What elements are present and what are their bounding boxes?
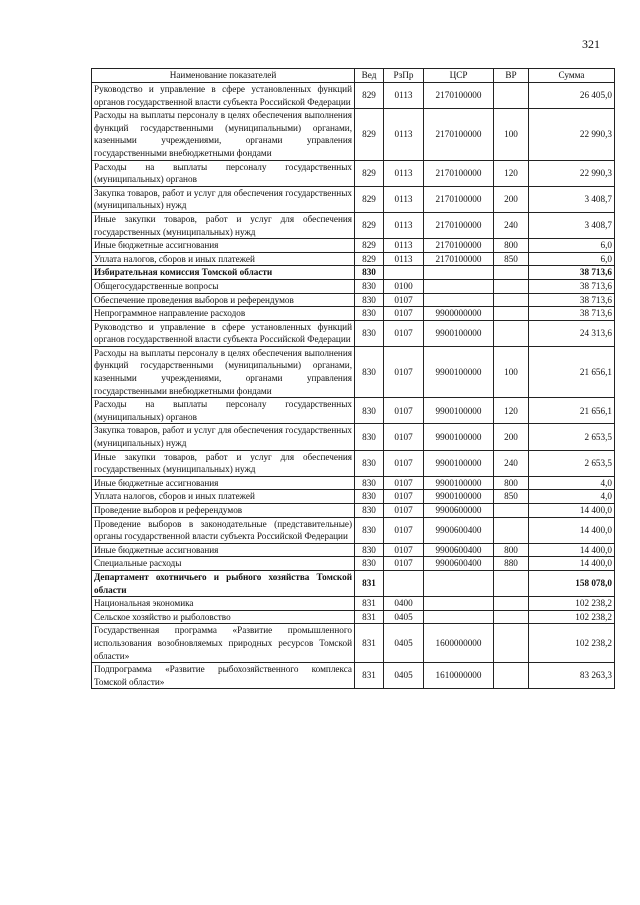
cell-rzpr: 0107 bbox=[384, 476, 424, 490]
cell-vr: 200 bbox=[494, 424, 529, 450]
cell-name: Закупка товаров, работ и услуг для обеспечения государственных (муниципальных) нужд bbox=[92, 186, 355, 212]
table-row bbox=[92, 307, 615, 321]
cell-sum: 2 653,5 bbox=[529, 424, 615, 450]
table-row bbox=[92, 450, 615, 476]
cell-name: Закупка товаров, работ и услуг для обеспечения государственных (муниципальных) нужд bbox=[92, 424, 355, 450]
table-header-row bbox=[92, 69, 615, 83]
cell-name: Общегосударственные вопросы bbox=[92, 279, 355, 293]
cell-ved: 831 bbox=[355, 597, 384, 611]
table-row bbox=[92, 293, 615, 307]
cell-name: Руководство и управление в сфере установленных функций органов государственной власти субъекта Российской Федерации bbox=[92, 320, 355, 346]
cell-csr bbox=[424, 266, 494, 280]
cell-sum: 38 713,6 bbox=[529, 307, 615, 321]
cell-rzpr bbox=[384, 266, 424, 280]
cell-csr: 9900100000 bbox=[424, 490, 494, 504]
cell-name: Национальная экономика bbox=[92, 597, 355, 611]
cell-sum: 14 400,0 bbox=[529, 504, 615, 518]
column-header-rzpr: РзПр bbox=[384, 69, 424, 83]
cell-ved: 831 bbox=[355, 624, 384, 663]
cell-name: Специальные расходы bbox=[92, 557, 355, 571]
cell-ved: 829 bbox=[355, 83, 384, 109]
cell-name: Избирательная комиссия Томской области bbox=[92, 266, 355, 280]
cell-rzpr: 0107 bbox=[384, 398, 424, 424]
cell-rzpr: 0113 bbox=[384, 83, 424, 109]
cell-csr: 2170100000 bbox=[424, 109, 494, 160]
cell-name: Обеспечение проведения выборов и референдумов bbox=[92, 293, 355, 307]
cell-csr: 9900100000 bbox=[424, 450, 494, 476]
cell-vr: 200 bbox=[494, 186, 529, 212]
cell-csr: 1610000000 bbox=[424, 663, 494, 689]
cell-ved: 830 bbox=[355, 557, 384, 571]
cell-name: Иные закупки товаров, работ и услуг для обеспечения государственных (муниципальных) нужд bbox=[92, 212, 355, 238]
cell-ved: 830 bbox=[355, 424, 384, 450]
budget-table bbox=[91, 68, 615, 689]
cell-vr bbox=[494, 624, 529, 663]
cell-csr bbox=[424, 597, 494, 611]
table-body bbox=[92, 83, 615, 689]
cell-sum: 22 990,3 bbox=[529, 109, 615, 160]
cell-rzpr: 0113 bbox=[384, 252, 424, 266]
cell-name: Подпрограмма «Развитие рыбохозяйственного комплекса Томской области» bbox=[92, 663, 355, 689]
cell-ved: 830 bbox=[355, 320, 384, 346]
cell-name: Государственная программа «Развитие промышленного использования возобновляемых природных ресурсов Томской области» bbox=[92, 624, 355, 663]
cell-name: Руководство и управление в сфере установленных функций органов государственной власти субъекта Российской Федерации bbox=[92, 83, 355, 109]
cell-rzpr bbox=[384, 570, 424, 596]
cell-name: Иные бюджетные ассигнования bbox=[92, 239, 355, 253]
cell-sum: 21 656,1 bbox=[529, 398, 615, 424]
cell-sum: 24 313,6 bbox=[529, 320, 615, 346]
cell-vr bbox=[494, 663, 529, 689]
cell-vr: 240 bbox=[494, 450, 529, 476]
table-row bbox=[92, 212, 615, 238]
cell-rzpr: 0107 bbox=[384, 293, 424, 307]
table-row bbox=[92, 424, 615, 450]
cell-csr bbox=[424, 570, 494, 596]
cell-ved: 830 bbox=[355, 490, 384, 504]
cell-sum: 38 713,6 bbox=[529, 293, 615, 307]
cell-csr: 2170100000 bbox=[424, 83, 494, 109]
cell-csr: 9900600400 bbox=[424, 517, 494, 543]
column-header-vr: ВР bbox=[494, 69, 529, 83]
cell-ved: 829 bbox=[355, 160, 384, 186]
table-row bbox=[92, 239, 615, 253]
cell-sum: 3 408,7 bbox=[529, 212, 615, 238]
cell-vr bbox=[494, 293, 529, 307]
cell-rzpr: 0107 bbox=[384, 450, 424, 476]
cell-csr: 9900100000 bbox=[424, 398, 494, 424]
cell-name: Уплата налогов, сборов и иных платежей bbox=[92, 490, 355, 504]
cell-sum: 4,0 bbox=[529, 476, 615, 490]
cell-sum: 26 405,0 bbox=[529, 83, 615, 109]
table-row bbox=[92, 517, 615, 543]
cell-name: Расходы на выплаты персоналу в целях обеспечения выполнения функций государственными (муниципальными) органами, казенными учреждениями, органами управления государственными внебюджетными фондами bbox=[92, 346, 355, 397]
cell-vr: 800 bbox=[494, 543, 529, 557]
table-row bbox=[92, 624, 615, 663]
cell-sum: 21 656,1 bbox=[529, 346, 615, 397]
cell-rzpr: 0107 bbox=[384, 557, 424, 571]
table-row bbox=[92, 570, 615, 596]
cell-ved: 830 bbox=[355, 476, 384, 490]
column-header-csr: ЦСР bbox=[424, 69, 494, 83]
cell-csr: 9900100000 bbox=[424, 424, 494, 450]
table-row bbox=[92, 109, 615, 160]
cell-sum: 158 078,0 bbox=[529, 570, 615, 596]
cell-vr: 850 bbox=[494, 252, 529, 266]
cell-rzpr: 0107 bbox=[384, 517, 424, 543]
cell-rzpr: 0405 bbox=[384, 663, 424, 689]
cell-ved: 829 bbox=[355, 109, 384, 160]
cell-ved: 830 bbox=[355, 346, 384, 397]
cell-csr: 2170100000 bbox=[424, 239, 494, 253]
cell-rzpr: 0113 bbox=[384, 109, 424, 160]
table-row bbox=[92, 663, 615, 689]
table-row bbox=[92, 346, 615, 397]
cell-vr: 880 bbox=[494, 557, 529, 571]
cell-rzpr: 0113 bbox=[384, 186, 424, 212]
cell-ved: 829 bbox=[355, 212, 384, 238]
cell-vr: 850 bbox=[494, 490, 529, 504]
cell-rzpr: 0405 bbox=[384, 624, 424, 663]
cell-csr: 2170100000 bbox=[424, 186, 494, 212]
cell-sum: 102 238,2 bbox=[529, 597, 615, 611]
cell-rzpr: 0107 bbox=[384, 307, 424, 321]
table-row bbox=[92, 597, 615, 611]
cell-sum: 22 990,3 bbox=[529, 160, 615, 186]
cell-name: Иные закупки товаров, работ и услуг для обеспечения государственных (муниципальных) нужд bbox=[92, 450, 355, 476]
cell-name: Расходы на выплаты персоналу государственных (муниципальных) органов bbox=[92, 160, 355, 186]
cell-rzpr: 0100 bbox=[384, 279, 424, 293]
cell-rzpr: 0405 bbox=[384, 610, 424, 624]
cell-vr bbox=[494, 517, 529, 543]
cell-vr bbox=[494, 279, 529, 293]
cell-csr: 9900100000 bbox=[424, 320, 494, 346]
cell-vr bbox=[494, 504, 529, 518]
cell-csr: 2170100000 bbox=[424, 212, 494, 238]
cell-name: Расходы на выплаты персоналу в целях обеспечения выполнения функций государственными (муниципальными) органами, казенными учреждениями, органами управления государственными внебюджетными фондами bbox=[92, 109, 355, 160]
cell-rzpr: 0113 bbox=[384, 212, 424, 238]
cell-rzpr: 0113 bbox=[384, 239, 424, 253]
table-row bbox=[92, 557, 615, 571]
cell-name: Уплата налогов, сборов и иных платежей bbox=[92, 252, 355, 266]
cell-name: Департамент охотничьего и рыбного хозяйства Томской области bbox=[92, 570, 355, 596]
cell-ved: 829 bbox=[355, 186, 384, 212]
cell-name: Сельское хозяйство и рыболовство bbox=[92, 610, 355, 624]
cell-csr: 9900600000 bbox=[424, 504, 494, 518]
column-header-ved: Вед bbox=[355, 69, 384, 83]
cell-ved: 829 bbox=[355, 239, 384, 253]
cell-rzpr: 0107 bbox=[384, 504, 424, 518]
cell-vr bbox=[494, 266, 529, 280]
cell-rzpr: 0107 bbox=[384, 320, 424, 346]
cell-vr: 800 bbox=[494, 476, 529, 490]
cell-sum: 2 653,5 bbox=[529, 450, 615, 476]
cell-ved: 830 bbox=[355, 293, 384, 307]
cell-rzpr: 0107 bbox=[384, 543, 424, 557]
cell-sum: 38 713,6 bbox=[529, 279, 615, 293]
table-row bbox=[92, 160, 615, 186]
table-row bbox=[92, 320, 615, 346]
cell-csr: 9900000000 bbox=[424, 307, 494, 321]
cell-name: Проведение выборов и референдумов bbox=[92, 504, 355, 518]
table-row bbox=[92, 252, 615, 266]
table-row bbox=[92, 83, 615, 109]
cell-vr bbox=[494, 307, 529, 321]
cell-sum: 14 400,0 bbox=[529, 517, 615, 543]
table-row bbox=[92, 279, 615, 293]
cell-vr bbox=[494, 597, 529, 611]
cell-rzpr: 0107 bbox=[384, 346, 424, 397]
cell-csr bbox=[424, 610, 494, 624]
cell-rzpr: 0113 bbox=[384, 160, 424, 186]
table-row bbox=[92, 186, 615, 212]
cell-sum: 6,0 bbox=[529, 252, 615, 266]
cell-sum: 14 400,0 bbox=[529, 543, 615, 557]
cell-sum: 102 238,2 bbox=[529, 610, 615, 624]
cell-ved: 831 bbox=[355, 663, 384, 689]
cell-vr bbox=[494, 570, 529, 596]
cell-name: Непрограммное направление расходов bbox=[92, 307, 355, 321]
cell-ved: 829 bbox=[355, 252, 384, 266]
cell-csr: 2170100000 bbox=[424, 252, 494, 266]
cell-csr: 9900100000 bbox=[424, 346, 494, 397]
cell-csr: 1600000000 bbox=[424, 624, 494, 663]
table-row bbox=[92, 490, 615, 504]
cell-vr: 120 bbox=[494, 160, 529, 186]
cell-sum: 3 408,7 bbox=[529, 186, 615, 212]
cell-sum: 6,0 bbox=[529, 239, 615, 253]
cell-rzpr: 0400 bbox=[384, 597, 424, 611]
cell-rzpr: 0107 bbox=[384, 424, 424, 450]
cell-vr bbox=[494, 83, 529, 109]
cell-ved: 830 bbox=[355, 279, 384, 293]
cell-sum: 4,0 bbox=[529, 490, 615, 504]
cell-vr: 240 bbox=[494, 212, 529, 238]
cell-sum: 83 263,3 bbox=[529, 663, 615, 689]
page-number: 321 bbox=[582, 37, 600, 51]
cell-ved: 830 bbox=[355, 517, 384, 543]
cell-name: Расходы на выплаты персоналу государственных (муниципальных) органов bbox=[92, 398, 355, 424]
cell-ved: 831 bbox=[355, 610, 384, 624]
cell-sum: 38 713,6 bbox=[529, 266, 615, 280]
cell-ved: 830 bbox=[355, 504, 384, 518]
column-header-name: Наименование показателей bbox=[92, 69, 355, 83]
cell-ved: 830 bbox=[355, 266, 384, 280]
cell-sum: 14 400,0 bbox=[529, 557, 615, 571]
table-row bbox=[92, 266, 615, 280]
cell-ved: 830 bbox=[355, 398, 384, 424]
cell-name: Иные бюджетные ассигнования bbox=[92, 476, 355, 490]
cell-ved: 830 bbox=[355, 543, 384, 557]
table-row bbox=[92, 610, 615, 624]
cell-vr: 800 bbox=[494, 239, 529, 253]
cell-vr bbox=[494, 320, 529, 346]
cell-vr: 100 bbox=[494, 346, 529, 397]
cell-vr: 120 bbox=[494, 398, 529, 424]
column-header-sum: Сумма bbox=[529, 69, 615, 83]
cell-csr: 9900600400 bbox=[424, 557, 494, 571]
cell-ved: 830 bbox=[355, 450, 384, 476]
cell-name: Иные бюджетные ассигнования bbox=[92, 543, 355, 557]
cell-vr bbox=[494, 610, 529, 624]
cell-ved: 831 bbox=[355, 570, 384, 596]
cell-csr: 9900600400 bbox=[424, 543, 494, 557]
cell-csr: 9900100000 bbox=[424, 476, 494, 490]
cell-sum: 102 238,2 bbox=[529, 624, 615, 663]
table-row bbox=[92, 398, 615, 424]
table-row bbox=[92, 476, 615, 490]
table-row bbox=[92, 543, 615, 557]
cell-ved: 830 bbox=[355, 307, 384, 321]
cell-rzpr: 0107 bbox=[384, 490, 424, 504]
cell-csr bbox=[424, 279, 494, 293]
cell-vr: 100 bbox=[494, 109, 529, 160]
table-row bbox=[92, 504, 615, 518]
cell-csr: 2170100000 bbox=[424, 160, 494, 186]
cell-name: Проведение выборов в законодательные (представительные) органы государственной власти субъекта Российской Федерации bbox=[92, 517, 355, 543]
cell-csr bbox=[424, 293, 494, 307]
